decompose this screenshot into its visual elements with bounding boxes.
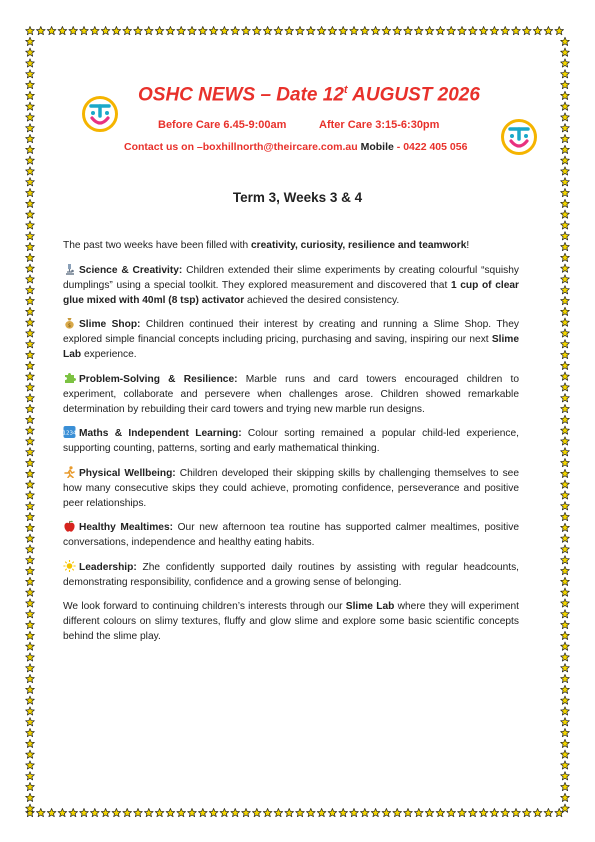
border-star xyxy=(26,286,35,294)
border-star xyxy=(144,26,153,34)
border-star xyxy=(561,448,570,456)
border-star xyxy=(26,588,35,596)
border-star xyxy=(252,26,261,34)
border-star xyxy=(561,91,570,99)
border-star xyxy=(123,26,132,34)
border-star xyxy=(512,808,521,816)
border-star xyxy=(561,718,570,726)
border-star xyxy=(555,808,564,816)
border-star xyxy=(561,145,570,153)
border-star xyxy=(425,26,434,34)
border-star xyxy=(479,808,488,816)
border-star xyxy=(101,808,110,816)
border-star xyxy=(26,469,35,477)
border-star xyxy=(436,808,445,816)
border-star xyxy=(263,808,272,816)
border-star xyxy=(26,480,35,488)
border-star xyxy=(26,642,35,650)
border-star xyxy=(561,156,570,164)
border-star xyxy=(561,102,570,110)
border-star xyxy=(26,307,35,315)
border-star xyxy=(561,404,570,412)
border-star xyxy=(447,808,456,816)
border-star xyxy=(561,739,570,747)
border-star xyxy=(490,26,499,34)
border-star xyxy=(425,808,434,816)
border-star xyxy=(26,134,35,142)
border-star xyxy=(561,750,570,758)
border-star xyxy=(561,221,570,229)
theircare-logo-left xyxy=(81,95,119,138)
border-star xyxy=(231,808,240,816)
border-star xyxy=(561,804,570,812)
border-star xyxy=(26,48,35,56)
border-star xyxy=(274,26,283,34)
border-star xyxy=(80,26,89,34)
border-star xyxy=(490,808,499,816)
border-star xyxy=(561,782,570,790)
border-star xyxy=(328,26,337,34)
theircare-logo-right xyxy=(500,118,538,161)
border-star xyxy=(522,808,531,816)
border-star xyxy=(26,685,35,693)
border-star xyxy=(339,26,348,34)
border-star xyxy=(26,556,35,564)
border-star xyxy=(339,808,348,816)
border-star xyxy=(26,599,35,607)
border-star xyxy=(220,808,229,816)
border-star xyxy=(393,808,402,816)
border-star xyxy=(317,26,326,34)
border-star xyxy=(544,808,553,816)
border-star xyxy=(26,26,35,34)
border-star xyxy=(561,480,570,488)
before-care-hours: Before Care 6.45-9:00am xyxy=(158,119,287,131)
border-star xyxy=(198,808,207,816)
border-star xyxy=(90,26,99,34)
border-star xyxy=(26,329,35,337)
border-star xyxy=(47,808,56,816)
border-star xyxy=(561,534,570,542)
border-star xyxy=(561,372,570,380)
border-star xyxy=(26,782,35,790)
border-star xyxy=(26,620,35,628)
border-star xyxy=(561,545,570,553)
border-star xyxy=(458,26,467,34)
border-star xyxy=(36,26,45,34)
border-star xyxy=(561,210,570,218)
border-star xyxy=(561,253,570,261)
border-star xyxy=(561,437,570,445)
science-paragraph: Science & Creativity: Children extended their slime experiments by creating colourful “squishy dumplings” using a special toolkit. They explored measurement and discovered that 1 cup of clear glue mixed with 40ml (8 tsp) activator achieved the desired consistency. xyxy=(63,264,520,306)
border-star xyxy=(285,808,294,816)
border-star xyxy=(360,26,369,34)
border-star xyxy=(382,808,391,816)
border-star xyxy=(561,178,570,186)
intro-paragraph: The past two weeks have been filled with creativity, curiosity, resilience and teamwork! xyxy=(63,240,470,251)
border-star xyxy=(26,610,35,618)
border-star xyxy=(188,808,197,816)
border-star xyxy=(26,728,35,736)
border-star xyxy=(544,26,553,34)
border-star xyxy=(26,253,35,261)
border-star xyxy=(561,674,570,682)
border-star xyxy=(166,808,175,816)
border-star xyxy=(561,664,570,672)
contact-line xyxy=(124,141,467,153)
border-star xyxy=(447,26,456,34)
border-star xyxy=(26,91,35,99)
border-star xyxy=(561,286,570,294)
puzzle-piece-icon xyxy=(63,372,76,384)
border-star xyxy=(58,26,67,34)
border-star xyxy=(561,232,570,240)
border-star xyxy=(561,556,570,564)
mobile-number: - 0422 405 056 xyxy=(393,141,468,153)
border-star xyxy=(209,808,218,816)
border-star xyxy=(26,145,35,153)
border-star xyxy=(26,512,35,520)
border-star xyxy=(561,318,570,326)
border-star xyxy=(414,808,423,816)
border-star xyxy=(26,372,35,380)
border-star xyxy=(177,808,186,816)
border-star xyxy=(561,394,570,402)
border-star xyxy=(220,26,229,34)
border-star xyxy=(26,210,35,218)
border-star xyxy=(26,350,35,358)
closing-paragraph: We look forward to continuing children’s interests through our Slime Lab where they will experiment different colours on slimy textures, fluffy and glow slime and explore some basic scientific concepts behind the slime play. xyxy=(63,601,519,642)
border-star xyxy=(26,318,35,326)
border-star xyxy=(561,80,570,88)
border-star xyxy=(533,808,542,816)
border-star xyxy=(26,566,35,574)
border-star xyxy=(561,124,570,132)
border-star xyxy=(561,610,570,618)
border-star xyxy=(26,772,35,780)
physical-paragraph: Physical Wellbeing: Children developed their skipping skills by challenging themselves to see how many consecutive skips they could achieve, promoting confidence, perseverance and positive peer relationships. xyxy=(63,467,519,509)
border-star xyxy=(26,264,35,272)
border-star xyxy=(188,26,197,34)
border-star xyxy=(382,26,391,34)
border-star xyxy=(26,275,35,283)
border-star xyxy=(242,808,251,816)
border-star xyxy=(26,340,35,348)
border-star xyxy=(134,26,143,34)
border-star xyxy=(58,808,67,816)
svg-text:$: $ xyxy=(67,323,72,329)
border-star xyxy=(501,808,510,816)
border-star xyxy=(26,491,35,499)
border-star xyxy=(26,448,35,456)
border-star xyxy=(561,772,570,780)
border-star xyxy=(26,674,35,682)
border-star xyxy=(561,458,570,466)
border-star xyxy=(26,296,35,304)
border-star xyxy=(26,394,35,402)
border-star xyxy=(26,156,35,164)
border-star xyxy=(522,26,531,34)
border-star xyxy=(328,808,337,816)
border-star xyxy=(285,26,294,34)
border-star xyxy=(26,631,35,639)
border-star xyxy=(501,26,510,34)
border-star xyxy=(404,808,413,816)
border-star xyxy=(436,26,445,34)
border-star xyxy=(26,167,35,175)
border-star xyxy=(26,502,35,510)
border-star xyxy=(561,167,570,175)
border-star xyxy=(561,469,570,477)
border-star xyxy=(69,26,78,34)
border-star xyxy=(561,329,570,337)
border-star xyxy=(26,37,35,45)
border-star xyxy=(26,545,35,553)
border-star xyxy=(561,361,570,369)
sun-icon xyxy=(63,560,76,572)
border-star xyxy=(26,664,35,672)
svg-text:1234: 1234 xyxy=(63,430,76,437)
border-star xyxy=(26,458,35,466)
border-star xyxy=(26,361,35,369)
border-star xyxy=(561,631,570,639)
border-star xyxy=(26,113,35,121)
border-star xyxy=(371,26,380,34)
border-star xyxy=(166,26,175,34)
border-star xyxy=(26,534,35,542)
border-star xyxy=(479,26,488,34)
border-star xyxy=(26,696,35,704)
problem-solving-paragraph: Problem-Solving & Resilience: Marble runs and card towers encouraged children to experiment, collaborate and persevere when challenges arose. Children showed remarkable determination by rebuilding their card towers and trying new marble run designs. xyxy=(63,373,519,415)
mealtimes-paragraph: Healthy Mealtimes: Our new afternoon tea routine has supported calmer mealtimes, positive conversations, independence and healthy eating habits. xyxy=(63,522,519,548)
border-star xyxy=(561,642,570,650)
border-star xyxy=(155,808,164,816)
term-heading: Term 3, Weeks 3 & 4 xyxy=(232,190,363,205)
border-star xyxy=(231,26,240,34)
border-star xyxy=(414,26,423,34)
border-star xyxy=(360,808,369,816)
border-star xyxy=(26,653,35,661)
border-star xyxy=(561,350,570,358)
border-star xyxy=(26,577,35,585)
border-star xyxy=(371,808,380,816)
border-star xyxy=(561,512,570,520)
border-star xyxy=(26,415,35,423)
border-star xyxy=(112,808,121,816)
shop-paragraph: $ Slime Shop: Children continued their interest by creating and running a Slime Shop. They explored simple financial concepts including pricing, purchasing and saving, inspiring our next Slime Lab experience. xyxy=(63,319,519,360)
border-star xyxy=(317,808,326,816)
border-star xyxy=(198,26,207,34)
border-star xyxy=(26,523,35,531)
border-star xyxy=(561,588,570,596)
border-star xyxy=(26,808,35,816)
border-star xyxy=(561,113,570,121)
border-star xyxy=(561,383,570,391)
border-star xyxy=(533,26,542,34)
border-star xyxy=(561,275,570,283)
border-star xyxy=(26,404,35,412)
border-star xyxy=(36,808,45,816)
border-star xyxy=(561,793,570,801)
border-star xyxy=(561,307,570,315)
border-star xyxy=(561,653,570,661)
border-star xyxy=(26,80,35,88)
border-star xyxy=(26,124,35,132)
border-star xyxy=(561,296,570,304)
border-star xyxy=(263,26,272,34)
border-star xyxy=(561,426,570,434)
border-star xyxy=(26,221,35,229)
border-star xyxy=(26,739,35,747)
newsletter-title: OSHC NEWS – Date 12$^t$ AUGUST 2026 xyxy=(138,84,480,106)
border-star xyxy=(252,808,261,816)
border-star xyxy=(561,685,570,693)
border-star xyxy=(296,808,305,816)
border-star xyxy=(561,577,570,585)
border-star xyxy=(274,808,283,816)
border-star xyxy=(26,242,35,250)
border-star xyxy=(561,340,570,348)
border-star xyxy=(144,808,153,816)
border-star xyxy=(296,26,305,34)
microscope-icon xyxy=(63,263,76,275)
border-star xyxy=(561,70,570,78)
border-star xyxy=(561,134,570,142)
border-star xyxy=(26,804,35,812)
border-star xyxy=(112,26,121,34)
border-star xyxy=(468,808,477,816)
border-star xyxy=(26,232,35,240)
border-star xyxy=(134,808,143,816)
border-star xyxy=(26,426,35,434)
border-star xyxy=(306,808,315,816)
apple-icon xyxy=(63,520,76,532)
border-star xyxy=(561,761,570,769)
leadership-paragraph: Leadership: Zhe confidently supported daily routines by assisting with regular headcounts, demonstrating responsibility, confidence and a growing sense of belonging. xyxy=(63,561,519,588)
border-star xyxy=(561,566,570,574)
border-star xyxy=(561,728,570,736)
border-star xyxy=(561,37,570,45)
border-star xyxy=(555,26,564,34)
border-star xyxy=(26,70,35,78)
border-star xyxy=(350,808,359,816)
border-star xyxy=(242,26,251,34)
after-care-hours: After Care 3:15-6:30pm xyxy=(319,119,440,131)
border-star xyxy=(561,696,570,704)
border-star xyxy=(155,26,164,34)
border-star xyxy=(26,102,35,110)
border-star xyxy=(561,264,570,272)
border-star xyxy=(177,26,186,34)
border-star xyxy=(26,178,35,186)
border-star xyxy=(468,26,477,34)
border-star xyxy=(393,26,402,34)
border-star xyxy=(561,242,570,250)
border-star xyxy=(26,707,35,715)
border-star xyxy=(26,718,35,726)
border-star xyxy=(404,26,413,34)
border-star xyxy=(26,59,35,67)
border-star xyxy=(561,48,570,56)
border-star xyxy=(26,793,35,801)
border-star xyxy=(123,808,132,816)
border-star xyxy=(561,415,570,423)
border-star xyxy=(306,26,315,34)
border-star xyxy=(209,26,218,34)
border-star xyxy=(561,502,570,510)
border-star xyxy=(26,383,35,391)
mobile-label: Mobile xyxy=(360,141,394,153)
newsletter-body xyxy=(63,238,519,654)
border-star xyxy=(26,437,35,445)
border-star xyxy=(561,523,570,531)
border-star xyxy=(47,26,56,34)
border-star xyxy=(561,599,570,607)
border-star xyxy=(26,761,35,769)
border-star xyxy=(561,59,570,67)
border-star xyxy=(458,808,467,816)
border-star xyxy=(101,26,110,34)
numbers-icon xyxy=(63,426,76,438)
border-star xyxy=(561,491,570,499)
border-star xyxy=(561,620,570,628)
border-star xyxy=(350,26,359,34)
border-star xyxy=(512,26,521,34)
border-star xyxy=(69,808,78,816)
border-star xyxy=(26,750,35,758)
border-star xyxy=(561,707,570,715)
runner-icon xyxy=(63,466,76,478)
border-star xyxy=(80,808,89,816)
border-star xyxy=(90,808,99,816)
maths-paragraph: 1234 Maths & Independent Learning: Colour sorting remained a popular child-led experience, supporting counting, patterns, sorting and early mathematical thinking. xyxy=(63,428,519,454)
money-bag-icon xyxy=(63,317,76,329)
contact-email: Contact us on –boxhillnorth@theircare.com.au xyxy=(124,141,361,153)
